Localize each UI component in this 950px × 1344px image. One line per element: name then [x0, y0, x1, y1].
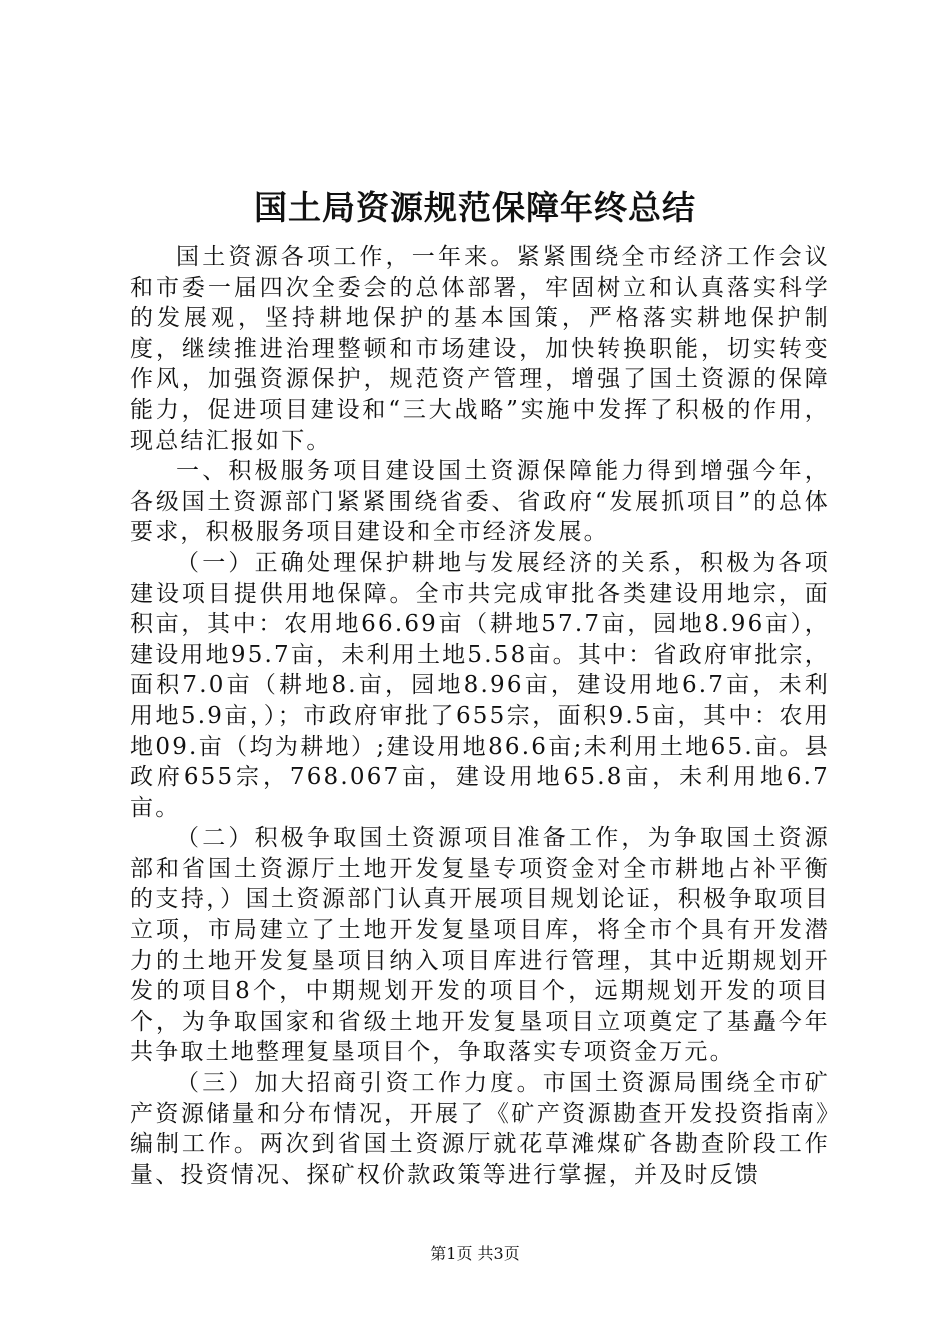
document-title: 国土局资源规范保障年终总结 — [254, 188, 696, 227]
paragraph-subsection-1: （一）正确处理保护耕地与发展经济的关系，积极为各项建设项目提供用地保障。全市共完成审批各类建设用地宗，面积亩，其中：农用地66.69亩（耕地57.7亩，园地8.96亩），建设用地95.7亩，未利用土地5.58亩。其中：省政府审批宗，面积7.0亩（耕地8.亩，园地8.96亩，建设用地6.7亩，未利用地5.9亩，）；市政府审批了655宗，面积9.5亩，其中：农用地09.亩（均为耕地）;建设用地86.6亩;未利用土地65.亩。县政府655宗，768.067亩，建设用地65.8亩，未利用地6.7亩。 — [130, 549, 830, 821]
document-body — [130, 242, 830, 1190]
paragraph-subsection-2: （二）积极争取国土资源项目准备工作，为争取国土资源部和省国土资源厅土地开发复垦专项资金对全市耕地占补平衡的支持，）国土资源部门认真开展项目规划论证，积极争取项目立项，市局建立了土地开发复垦项目库，将全市个具有开发潜力的土地开发复垦项目纳入项目库进行管理，其中近期规划开发的项目8个，中期规划开发的项目个，远期规划开发的项目个，为争取国家和省级土地开发复垦项目立项奠定了基矗今年共争取土地整理复垦项目个，争取落实专项资金万元。 — [130, 825, 830, 1066]
page-number-footer: 第1页 共3页 — [430, 1244, 520, 1263]
paragraph-section-1: 一、积极服务项目建设国土资源保障能力得到增强今年，各级国土资源部门紧紧围绕省委、省政府“发展抓项目”的总体要求，积极服务项目建设和全市经济发展。 — [130, 458, 830, 546]
paragraph-intro: 国土资源各项工作，一年来。紧紧围绕全市经济工作会议和市委一届四次全委会的总体部署，牢固树立和认真落实科学的发展观，坚持耕地保护的基本国策，严格落实耕地保护制度，继续推进治理整顿和市场建设，加快转换职能，切实转变作风，加强资源保护，规范资产管理，增强了国土资源的保障能力，促进项目建设和“三大战略”实施中发挥了积极的作用，现总结汇报如下。 — [130, 244, 830, 454]
paragraph-subsection-3: （三）加大招商引资工作力度。市国土资源局围绕全市矿产资源储量和分布情况，开展了《矿产资源勘查开发投资指南》编制工作。两次到省国土资源厅就花草滩煤矿各勘查阶段工作量、投资情况、探矿权价款政策等进行掌握，并及时反馈 — [130, 1070, 830, 1188]
